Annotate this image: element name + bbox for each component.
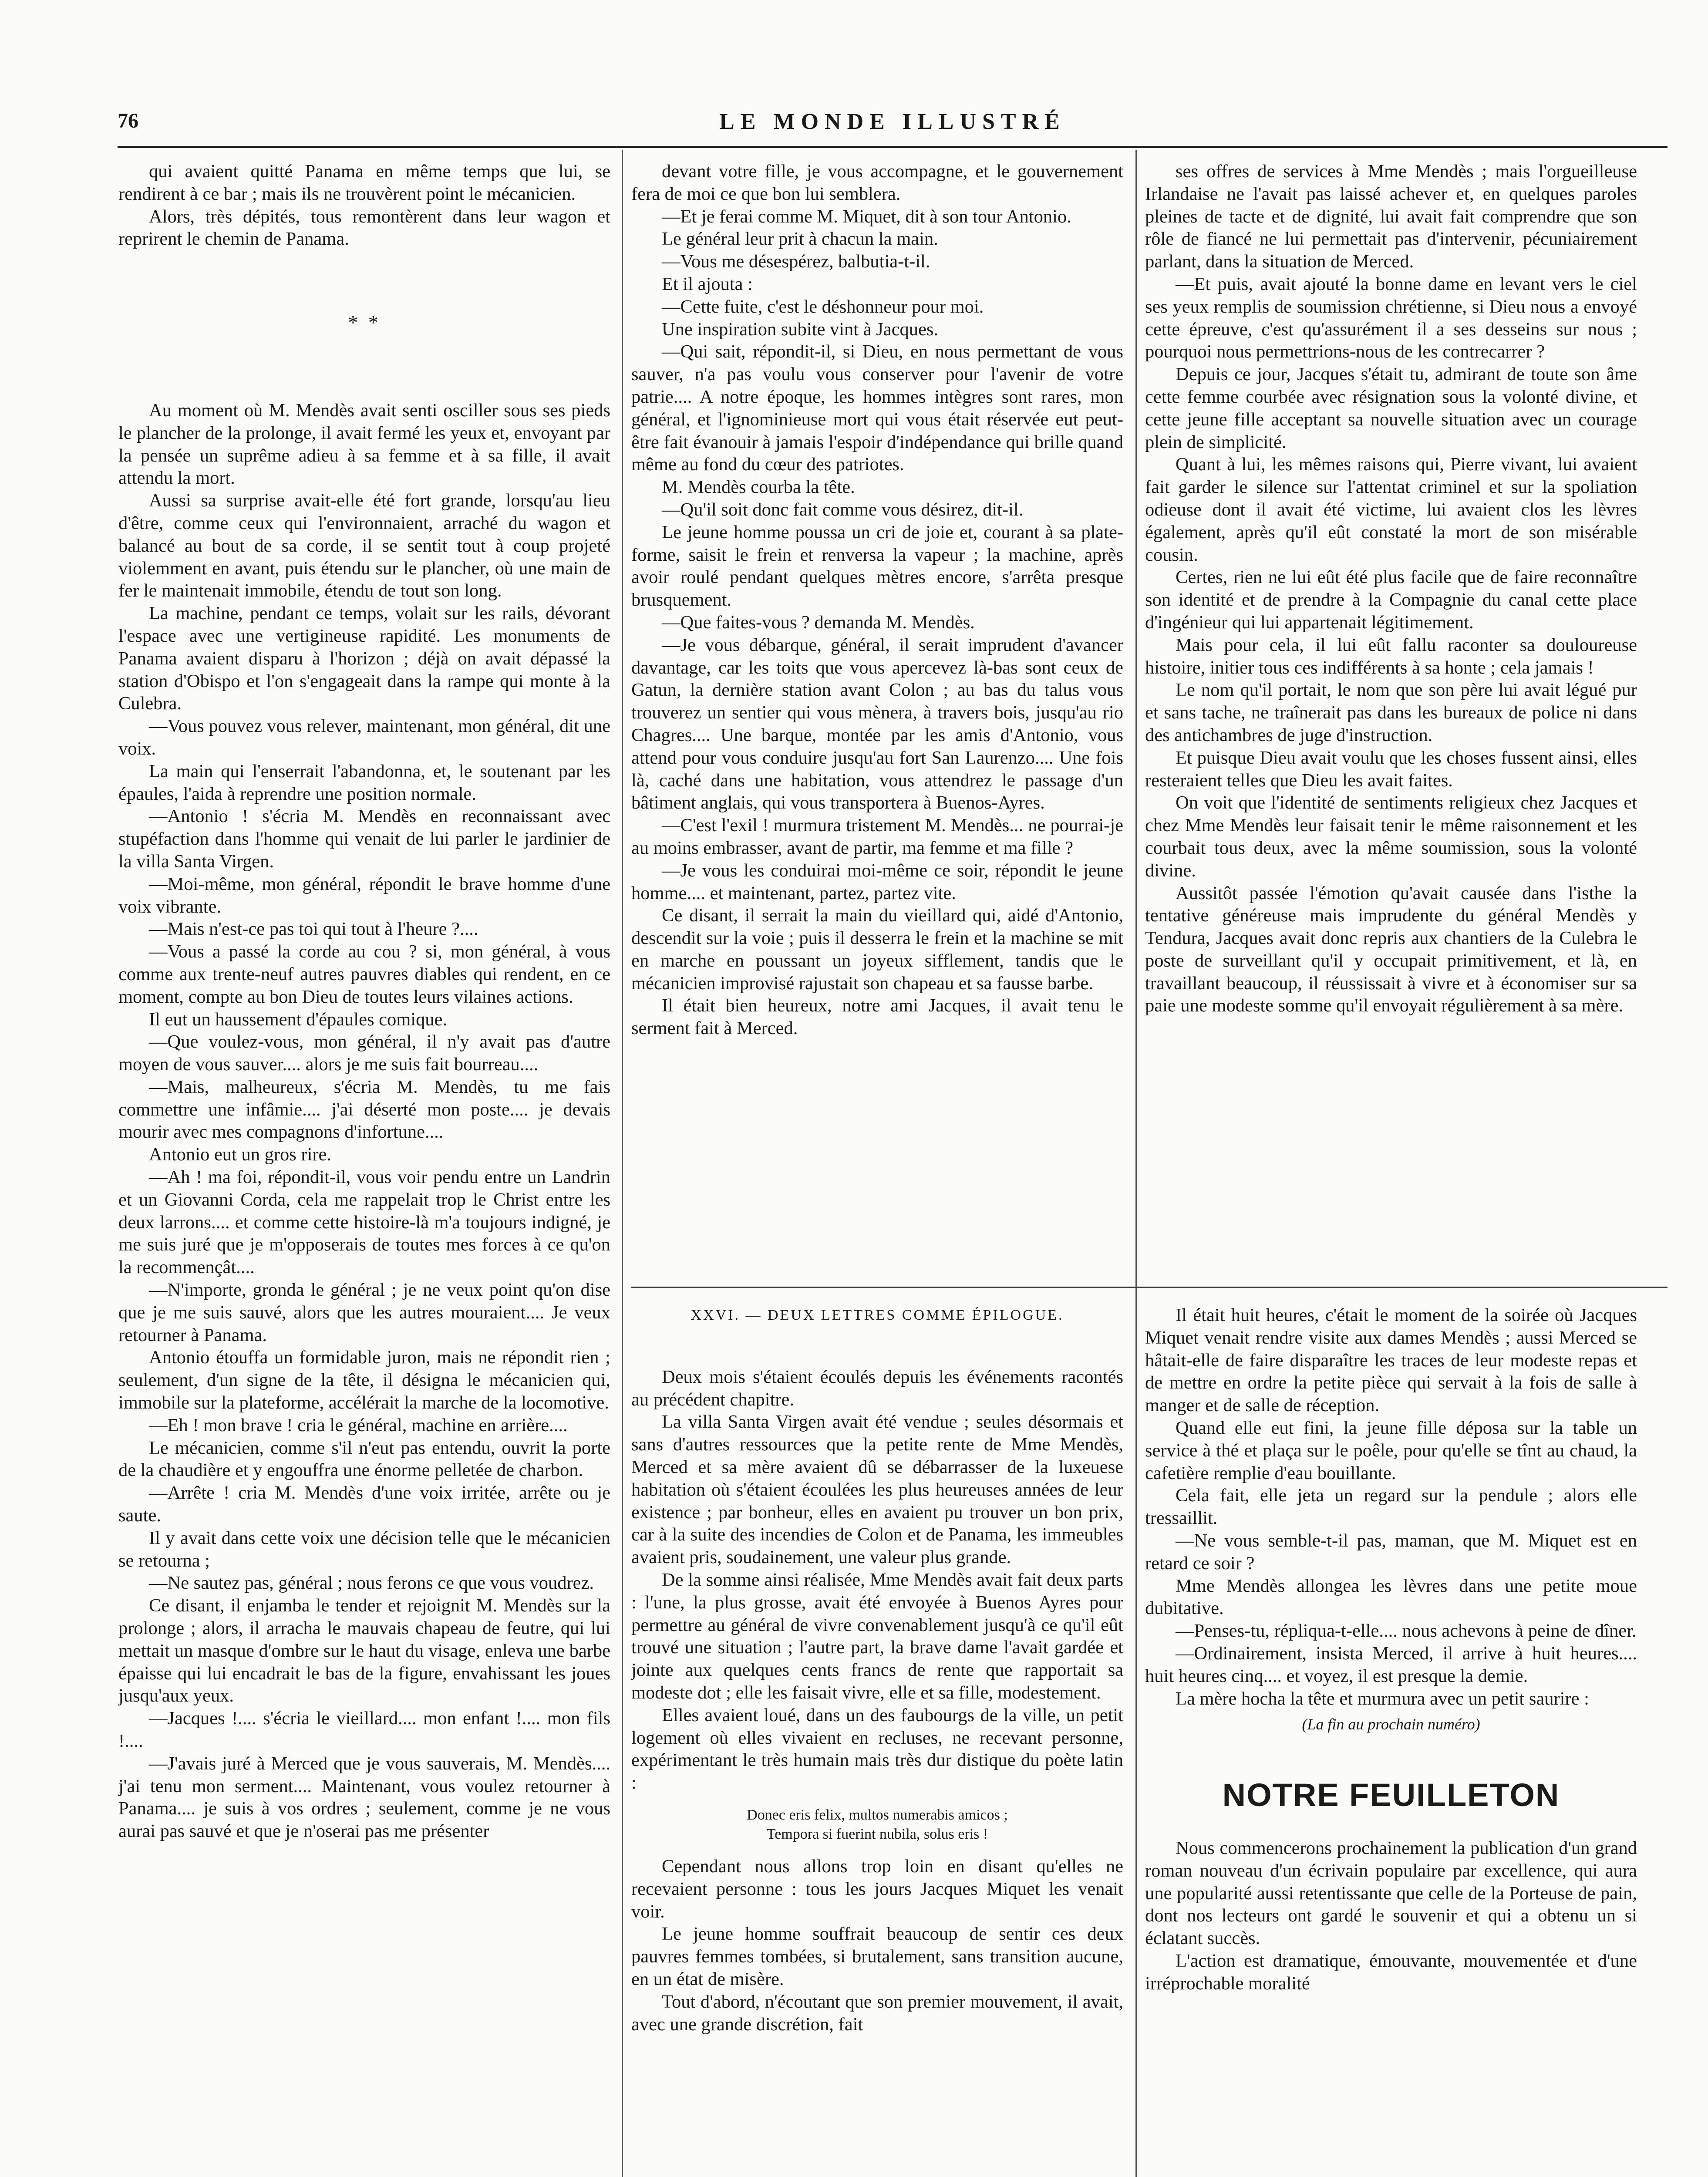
paragraph: Le général leur prit à chacun la main. <box>662 229 938 249</box>
paragraph: Antonio eut un gros rire. <box>149 1144 332 1165</box>
paragraph: De la somme ainsi réalisée, Mme Mendès avait fait deux parts : l'une, la plus grosse, avait été envoyée à Buenos Ayres pour permettre au général de vivre convenablement jusqu'à ce qu'il eût trouvé une situation ; l'autre part, la brave dame l'avait gardée et jointe aux quelques cents francs de rente que rapportait sa modeste dot ; elle les faisait vivre, elle et sa fille, modestement. <box>631 1569 1123 1703</box>
chapter-heading: XXVI. — DEUX LETTRES COMME ÉPILOGUE. <box>691 1307 1064 1323</box>
paragraph: Quand elle eut fini, la jeune fille déposa sur la table un service à thé et plaça sur le poêle, pour qu'elle se tînt au chaud, la cafetière remplie d'eau bouillante. <box>1145 1417 1637 1483</box>
paragraph: Le mécanicien, comme s'il n'eut pas entendu, ouvrit la porte de la chaudière et y engouffra une énorme pelletée de charbon. <box>118 1437 610 1481</box>
paragraph: La mère hocha la tête et murmura avec un petit saurire : <box>1176 1688 1589 1709</box>
column-2-chapter <box>631 1304 1123 2035</box>
publication-title: LE MONDE ILLUSTRÉ <box>719 109 1066 134</box>
paragraph: —Je vous les conduirai moi-même ce soir, répondit le jeune homme.... et maintenant, partez, partez vite. <box>631 860 1123 903</box>
paragraph: ses offres de services à Mme Mendès ; mais l'orgueilleuse Irlandaise ne l'avait pas laissé achever et, en quelques paroles pleines de tacte et de dignité, lui avait fait comprendre que son rôle de fiancé ne lui permettait pas d'intervenir, pécuniairement parlant, dans la situation de Merced. <box>1145 161 1637 272</box>
latin-line: Donec eris felix, multos numerabis amicos ; <box>747 1806 1008 1823</box>
paragraph: Il était bien heureux, notre ami Jacques, il avait tenu le serment fait à Merced. <box>631 995 1123 1039</box>
paragraph: —Que faites-vous ? demanda M. Mendès. <box>662 612 975 633</box>
paragraph: —Qu'il soit donc fait comme vous désirez, dit-il. <box>662 499 1024 520</box>
paragraph: —Et puis, avait ajouté la bonne dame en levant vers le ciel ses yeux remplis de soumission chrétienne, si Dieu nous a envoyé cette épreuve, c'est qu'assurément il a ses desseins sur nous ; pourquoi nous permettrions-nous de les contrecarrer ? <box>1145 273 1637 362</box>
paragraph: Le jeune homme souffrait beaucoup de sentir ces deux pauvres femmes tombées, si brutalement, sans transition aucune, en un état de misère. <box>631 1924 1123 1989</box>
paragraph: Alors, très dépités, tous remontèrent dans leur wagon et reprirent le chemin de Panama. <box>118 206 610 249</box>
paragraph: Une inspiration subite vint à Jacques. <box>662 319 939 340</box>
paragraph: L'action est dramatique, émouvante, mouvementée et d'une irréprochable moralité <box>1145 1950 1637 1994</box>
paragraph: Il eut un haussement d'épaules comique. <box>149 1009 448 1030</box>
paragraph: —Qui sait, répondit-il, si Dieu, en nous permettant de vous sauver, n'a pas voulu vous conserver pour l'avenir de votre patrie.... A notre époque, les hommes intègres sont rares, mon général, et l'ignominieuse mort qui vous était réservée eut peut-être fait évanouir à jamais l'espoir d'indépendance qui brille quand même au fond du cœur des patriotes. <box>631 341 1123 475</box>
paragraph: —Vous pouvez vous relever, maintenant, mon général, dit une voix. <box>118 716 610 759</box>
paragraph: La machine, pendant ce temps, volait sur les rails, dévorant l'espace avec une vertigineuse rapidité. Les monuments de Panama avaient disparu à l'horizon ; déjà on avait dépassé la station d'Obispo et l'on s'engageait dans la rampe qui monte à la Culebra. <box>118 603 610 714</box>
page-number: 76 <box>118 109 138 132</box>
paragraph: Cela fait, elle jeta un regard sur la pendule ; alors elle tressaillit. <box>1145 1485 1637 1529</box>
column-3-chapter <box>1145 1304 1637 1995</box>
continuation-note: (La fin au prochain numéro) <box>1302 1715 1480 1733</box>
section-rule <box>631 1287 1668 1288</box>
paragraph: devant votre fille, je vous accompagne, et le gouvernement fera de moi ce que bon lui semblera. <box>631 161 1123 204</box>
paragraph: —N'importe, gronda le général ; je ne veux point qu'on dise que je me suis sauvé, alors que les autres mouraient.... Je veux retourner à Panama. <box>118 1280 610 1345</box>
column-2 <box>631 160 1123 1040</box>
paragraph: Et puisque Dieu avait voulu que les choses fussent ainsi, elles resteraient telles que Dieu les avait faites. <box>1145 747 1637 791</box>
paragraph: Il y avait dans cette voix une décision telle que le mécanicien se retourna ; <box>118 1527 610 1571</box>
paragraph: M. Mendès courba la tête. <box>662 477 855 498</box>
paragraph: Certes, rien ne lui eût été plus facile que de faire reconnaître son identité et de prendre à la Compagnie du canal cette place d'ingénieur qui lui appartenait légitimement. <box>1145 567 1637 633</box>
paragraph: —Ah ! ma foi, répondit-il, vous voir pendu entre un Landrin et un Giovanni Corda, cela me rappelait trop le Christ entre les deux larrons.... et comme cette histoire-là m'a toujours indigné, je me suis juré que je m'opposerais de toutes mes forces à ce qu'on la recommençât.... <box>118 1167 610 1278</box>
latin-distich <box>631 1806 1123 1844</box>
paragraph: —Cette fuite, c'est le déshonneur pour moi. <box>662 296 984 317</box>
paragraph: —Vous me désespérez, balbutia-t-il. <box>662 251 930 272</box>
paragraph: Elles avaient loué, dans un des faubourgs de la ville, un petit logement où elles vivaient en recluses, ne recevant personne, expérimentant le très humain mais très dur distique du poète latin : <box>631 1705 1123 1793</box>
paragraph: —Moi-même, mon général, répondit le brave homme d'une voix vibrante. <box>118 873 610 917</box>
column-1 <box>118 160 610 1843</box>
paragraph: —Que voulez-vous, mon général, il n'y avait pas d'autre moyen de vous sauver.... alors je me suis fait bourreau.... <box>118 1031 610 1075</box>
paragraph: Le jeune homme poussa un cri de joie et, courant à sa plate-forme, saisit le frein et renversa la vapeur ; la machine, après avoir roulé pendant quelques mètres encore, s'arrêta presque brusquement. <box>631 522 1123 610</box>
paragraph: Le nom qu'il portait, le nom que son père lui avait légué pur et sans tache, ne traînerait pas dans les bureaux de police ni dans des antichambres de juge d'instruction. <box>1145 680 1637 745</box>
paragraph: —Vous a passé la corde au cou ? si, mon général, à vous comme aux trente-neuf autres pauvres diables qui rendent, en ce moment, compte au bon Dieu de toutes leurs vilaines actions. <box>118 941 610 1007</box>
paragraph: —Arrête ! cria M. Mendès d'une voix irritée, arrête ou je saute. <box>118 1483 610 1526</box>
page-header <box>118 109 1668 148</box>
paragraph: Aussi sa surprise avait-elle été fort grande, lorsqu'au lieu d'être, comme ceux qui l'environnaient, arraché du wagon et balancé au bout de sa corde, il se sentit tout à coup projeté violemment en avant, puis étendu sur le plancher, où une main de fer le maintenait immobile, étendu de tout son long. <box>118 490 610 601</box>
paragraph: Aussitôt passée l'émotion qu'avait causée dans l'isthe la tentative généreuse mais imprudente du général Mendès y Tendura, Jacques avait donc repris aux chantiers de la Culebra le poste de surveillant qu'il y occupait primitivement, et là, en travaillant beaucoup, il réussissait à vivre et à économiser sur sa paie une modeste somme qu'il envoyait régulièrement à sa mère. <box>1145 883 1637 1016</box>
paragraph: —J'avais juré à Merced que je vous sauverais, M. Mendès.... j'ai tenu mon serment.... Maintenant, vous voulez retourner à Panama.... je suis à vos ordres ; seulement, comme je ne vous aurai pas sauvé et que je n'oserai pas me présenter <box>118 1753 610 1842</box>
paragraph: Il était huit heures, c'était le moment de la soirée où Jacques Miquet venait rendre visite aux dames Mendès ; aussi Merced se hâtait-elle de faire disparaître les traces de leur modeste repas et de mettre en ordre la petite pièce qui servait à la fois de salle à manger et de salle de réception. <box>1145 1305 1637 1416</box>
paragraph: Au moment où M. Mendès avait senti osciller sous ses pieds le plancher de la prolonge, il avait fermé les yeux et, envoyant par la pensée un suprême adieu à sa femme et à sa fille, il avait attendu la mort. <box>118 400 610 489</box>
paragraph: qui avaient quitté Panama en même temps que lui, se rendirent à ce bar ; mais ils ne trouvèrent point le mécanicien. <box>118 161 610 204</box>
paragraph: Antonio étouffa un formidable juron, mais ne répondit rien ; seulement, d'un signe de la tête, il désigna le mécanicien qui, immobile sur la plateforme, accélérait la marche de la locomotive. <box>118 1347 610 1413</box>
paragraph: —Ne vous semble-t-il pas, maman, que M. Miquet est en retard ce soir ? <box>1145 1530 1637 1574</box>
paragraph: —Mais n'est-ce pas toi qui tout à l'heure ?.... <box>149 919 478 940</box>
paragraph: Depuis ce jour, Jacques s'était tu, admirant de toute son âme cette femme courbée avec résignation sous la volonté divine, et cette jeune fille acceptant sa nouvelle situation avec un courage plein de simplicité. <box>1145 364 1637 452</box>
paragraph: La villa Santa Virgen avait été vendue ; seules désormais et sans d'autres ressources que la petite rente de Mme Mendès, Merced et sa mère avaient dû se débarrasser de la luxeuese habitation où s'étaient écoulées les plus heureuses années de leur existence ; par bonheur, elles en avaient pu trouver un bon prix, car à la suite des incendies de Colon et de Panama, les immeubles avaient pris, soudainement, une valeur plus grande. <box>631 1412 1123 1568</box>
paragraph: Ce disant, il enjamba le tender et rejoignit M. Mendès sur la prolonge ; alors, il arracha le mauvais chapeau de feutre, qui lui mettait un masque d'ombre sur le haut du visage, enleva une barbe épaisse qui lui encadrait le bas de la figure, envahissant les joues jusqu'aux yeux. <box>118 1595 610 1706</box>
column-3 <box>1145 160 1637 1017</box>
paragraph: —Eh ! mon brave ! cria le général, machine en arrière.... <box>149 1415 568 1436</box>
header-rule <box>118 146 1668 148</box>
paragraph: Mais pour cela, il lui eût fallu raconter sa douloureuse histoire, initier tous ces indifférents à sa honte ; cela jamais ! <box>1145 634 1637 678</box>
paragraph: —Ordinairement, insista Merced, il arrive à huit heures.... huit heures cinq.... et voyez, il est presque la demie. <box>1145 1643 1637 1686</box>
paragraph: Quant à lui, les mêmes raisons qui, Pierre vivant, lui avaient fait garder le silence sur l'attentat criminel et sur la spoliation odieuse dont il avait été victime, lui avaient clos les lèvres également, après qu'il eût constaté la mort de son misérable cousin. <box>1145 454 1637 565</box>
section-break: * * <box>348 311 381 334</box>
paragraph: Tout d'abord, n'écoutant que son premier mouvement, il avait, avec une grande discrétion, fait <box>631 1991 1123 2035</box>
paragraph: On voit que l'identité de sentiments religieux chez Jacques et chez Mme Mendès leur faisait tenir le même raisonnement et les courbait tous deux, avec la même soumission, sous la volonté divine. <box>1145 792 1637 881</box>
paragraph: —Penses-tu, répliqua-t-elle.... nous achevons à peine de dîner. <box>1176 1621 1637 1641</box>
paragraph: Nous commencerons prochainement la publication d'un grand roman nouveau d'un écrivain populaire par excellence, qui aura une popularité aussi retentissante que celle de la Porteuse de pain, dont nos lecteurs ont gardé le souvenir et qui a obtenu un si éclatant succès. <box>1145 1837 1637 1949</box>
paragraph: —Ne sautez pas, général ; nous ferons ce que vous voudrez. <box>149 1573 594 1594</box>
paragraph: —Antonio ! s'écria M. Mendès en reconnaissant avec stupéfaction dans l'homme qui venait de lui parler le jardinier de la villa Santa Virgen. <box>118 806 610 872</box>
paragraph: Ce disant, il serrait la main du vieillard qui, aidé d'Antonio, descendit sur la voie ; puis il desserra le frein et la machine se mit en marche en poussant un joyeux sifflement, tandis que le mécanicien improvisé rajustait son chapeau et sa fausse barbe. <box>631 905 1123 994</box>
paragraph: Cependant nous allons trop loin en disant qu'elles ne recevaient personne : tous les jours Jacques Miquet les venait voir. <box>631 1856 1123 1922</box>
column-rule <box>622 150 623 2177</box>
paragraph: —Mais, malheureux, s'écria M. Mendès, tu me fais commettre une infâmie.... j'ai déserté mon poste.... je devais mourir avec mes compagnons d'infortune.... <box>118 1076 610 1142</box>
paragraph: —Je vous débarque, général, il serait imprudent d'avancer davantage, car les toits que vous apercevez là-bas sont ceux de Gatun, la dernière station avant Colon ; au bas du talus vous trouverez un sentier qui vous mènera, à travers bois, jusqu'au rio Chagres.... Une barque, montée par les amis d'Antonio, vous attend pour vous conduire jusqu'au fort San Laurenzo.... Une fois là, caché dans une habitation, vous attendrez le passage d'un bâtiment anglais, qui vous transportera à Buenos-Ayres. <box>631 634 1123 813</box>
paragraph: —C'est l'exil ! murmura tristement M. Mendès... ne pourrai-je au moins embrasser, avant de partir, ma femme et ma fille ? <box>631 815 1123 858</box>
paragraph: Mme Mendès allongea les lèvres dans une petite moue dubitative. <box>1145 1575 1637 1619</box>
paragraph: Et il ajouta : <box>662 273 753 294</box>
paragraph: Deux mois s'étaient écoulés depuis les événements racontés au précédent chapitre. <box>631 1366 1123 1410</box>
paragraph: La main qui l'enserrait l'abandonna, et, le soutenant par les épaules, l'aida à reprendre une position normale. <box>118 761 610 804</box>
paragraph: —Jacques !.... s'écria le vieillard.... mon enfant !.... mon fils !.... <box>118 1708 610 1751</box>
feuilleton-heading: NOTRE FEUILLETON <box>1222 1777 1560 1813</box>
latin-line: Tempora si fuerint nubila, solus eris ! <box>766 1826 988 1842</box>
paragraph: —Et je ferai comme M. Miquet, dit à son tour Antonio. <box>662 206 1071 227</box>
column-rule <box>1135 150 1137 2177</box>
